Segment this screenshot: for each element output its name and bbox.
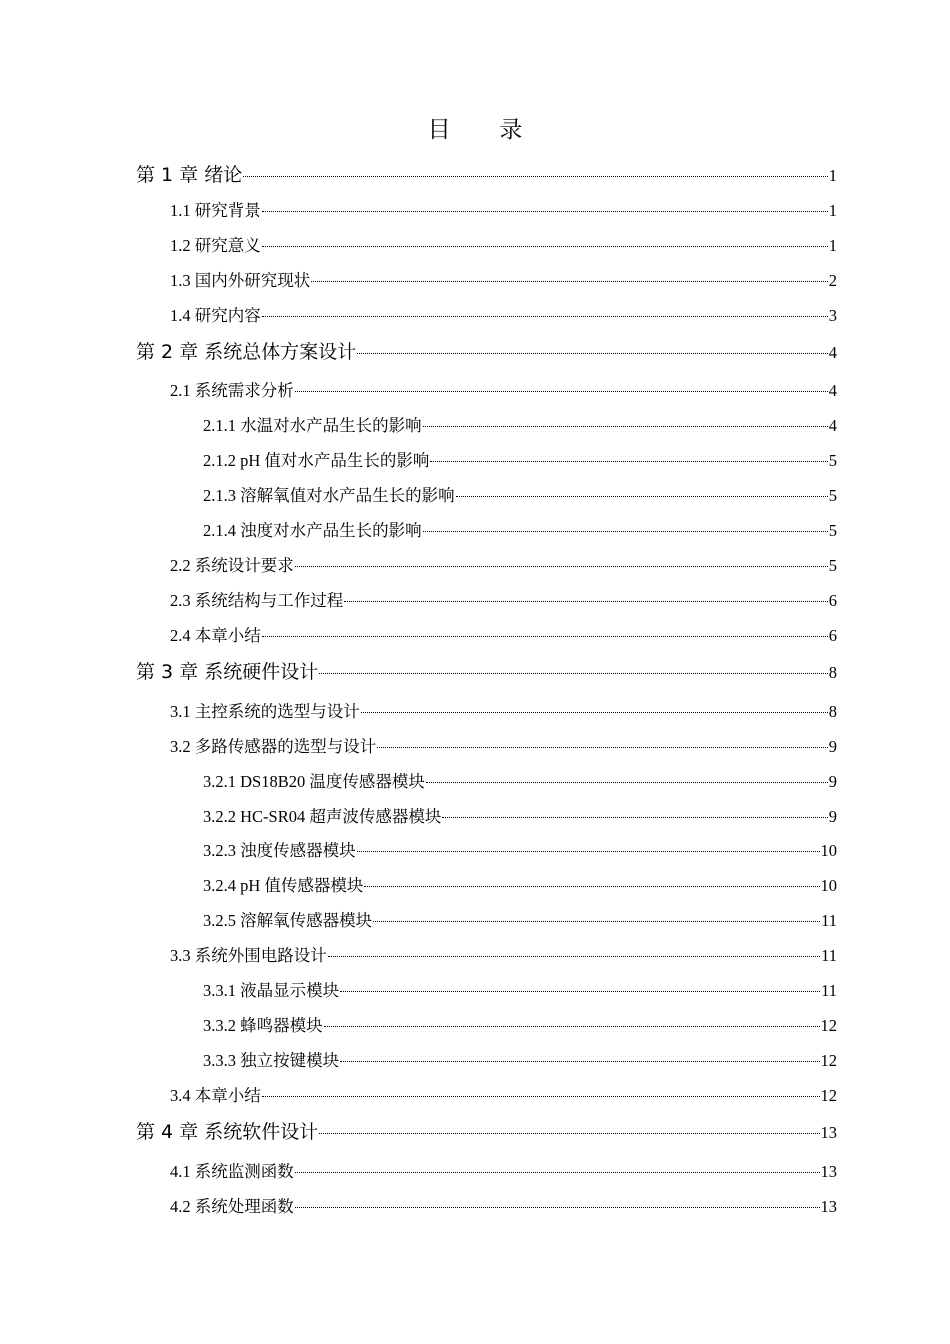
toc-dot-leader [262,1096,820,1097]
toc-section-entry[interactable] [203,769,837,795]
toc-section-entry[interactable] [203,978,837,1004]
toc-page-number: 9 [828,772,837,791]
toc-dot-leader [442,817,827,818]
toc-section-entry[interactable] [170,1159,837,1185]
toc-section-entry[interactable] [170,623,837,649]
toc-section-entry[interactable] [170,553,837,579]
toc-entry-label: 2.4 本章小结 [170,626,261,645]
toc-page-number: 12 [820,1051,837,1070]
toc-section-entry[interactable] [203,873,837,899]
toc-dot-leader [328,956,820,957]
toc-dot-leader [430,461,827,462]
toc-section-entry[interactable] [170,1083,837,1109]
toc-entry-label: 3.3.3 独立按键模块 [203,1051,340,1070]
toc-entry-label: 1.1 研究背景 [170,201,261,220]
toc-dot-leader [361,712,828,713]
toc-page-number: 11 [821,946,837,965]
toc-page-number: 11 [821,911,837,930]
toc-page-number: 5 [828,486,837,505]
toc-entry-label: 2.1.3 溶解氧值对水产品生长的影响 [203,486,455,505]
toc-entry-label: 3.3 系统外围电路设计 [170,946,327,965]
toc-page-number: 5 [828,451,837,470]
toc-chapter-entry[interactable] [136,160,837,191]
toc-dot-leader [243,176,828,177]
toc-dot-leader [357,851,820,852]
toc-entry-label: 第 3 章 系统硬件设计 [136,661,319,683]
toc-entry-label: 3.3.2 蜂鸣器模块 [203,1016,323,1035]
toc-page-number: 11 [821,981,837,1000]
toc-section-entry[interactable] [203,483,837,509]
toc-dot-leader [340,1061,819,1062]
toc-section-entry[interactable] [203,448,837,474]
toc-entry-label: 3.4 本章小结 [170,1086,261,1105]
toc-entry-label: 4.1 系统监测函数 [170,1162,294,1181]
toc-dot-leader [262,636,828,637]
toc-page-number: 5 [828,556,837,575]
toc-entry-label: 第 1 章 绪论 [136,164,243,186]
toc-section-entry[interactable] [203,1048,837,1074]
toc-dot-leader [295,1172,820,1173]
toc-section-entry[interactable] [170,233,837,259]
toc-entry-label: 第 2 章 系统总体方案设计 [136,341,357,363]
toc-dot-leader [262,211,828,212]
toc-entry-label: 第 4 章 系统软件设计 [136,1121,319,1143]
toc-title: 目 录 [427,117,544,143]
toc-dot-leader [344,601,828,602]
toc-page-number: 6 [828,626,837,645]
toc-section-entry[interactable] [170,734,837,760]
toc-page-number: 13 [820,1162,837,1181]
toc-entry-label: 3.3.1 液晶显示模块 [203,981,340,1000]
toc-dot-leader [357,353,828,354]
toc-entry-label: 2.1.4 浊度对水产品生长的影响 [203,521,422,540]
toc-dot-leader [262,316,828,317]
toc-section-entry[interactable] [170,378,837,404]
toc-dot-leader [324,1026,820,1027]
toc-section-entry[interactable] [170,699,837,725]
toc-page-number: 12 [820,1086,837,1105]
toc-page-number: 8 [828,702,837,721]
toc-page-number: 1 [828,236,837,255]
toc-dot-leader [319,673,828,674]
toc-dot-leader [340,991,820,992]
toc-entry-label: 2.1.2 pH 值对水产品生长的影响 [203,451,430,470]
toc-dot-leader [377,747,828,748]
toc-page-number: 4 [828,416,837,435]
toc-page-number: 1 [828,166,837,185]
toc-section-entry[interactable] [203,413,837,439]
toc-page-number: 1 [828,201,837,220]
toc-entry-label: 2.1 系统需求分析 [170,381,294,400]
toc-page-number: 13 [820,1197,837,1216]
toc-entry-label: 1.2 研究意义 [170,236,261,255]
toc-entry-label: 1.4 研究内容 [170,306,261,325]
toc-section-entry[interactable] [170,943,837,969]
toc-section-entry[interactable] [203,1013,837,1039]
toc-entry-label: 4.2 系统处理函数 [170,1197,294,1216]
toc-entry-label: 3.2.4 pH 值传感器模块 [203,876,364,895]
toc-page-number: 8 [828,663,837,682]
toc-chapter-entry[interactable] [136,657,837,688]
toc-dot-leader [311,281,828,282]
toc-page-number: 2 [828,271,837,290]
toc-entry-label: 1.3 国内外研究现状 [170,271,311,290]
toc-dot-leader [364,886,819,887]
toc-chapter-entry[interactable] [136,1117,837,1148]
toc-dot-leader [319,1133,819,1134]
toc-page-number: 3 [828,306,837,325]
toc-dot-leader [423,426,828,427]
toc-section-entry[interactable] [170,268,837,294]
toc-dot-leader [456,496,828,497]
toc-chapter-entry[interactable] [136,337,837,368]
toc-section-entry[interactable] [203,518,837,544]
toc-entry-label: 3.2.2 HC-SR04 超声波传感器模块 [203,807,442,826]
toc-dot-leader [373,921,820,922]
toc-section-entry[interactable] [170,303,837,329]
toc-page-number: 4 [828,343,837,362]
toc-dot-leader [295,566,828,567]
toc-dot-leader [295,391,828,392]
toc-section-entry[interactable] [170,588,837,614]
toc-entry-label: 3.2.3 浊度传感器模块 [203,841,356,860]
toc-entry-label: 3.1 主控系统的选型与设计 [170,702,360,721]
toc-page-number: 12 [820,1016,837,1035]
toc-dot-leader [262,246,828,247]
toc-entry-label: 2.1.1 水温对水产品生长的影响 [203,416,422,435]
toc-entry-label: 2.2 系统设计要求 [170,556,294,575]
toc-section-entry[interactable] [203,908,837,934]
toc-section-entry[interactable] [170,198,837,224]
toc-entry-label: 3.2.1 DS18B20 温度传感器模块 [203,772,425,791]
toc-page-number: 9 [828,737,837,756]
toc-page-number: 10 [820,841,837,860]
toc-entry-label: 3.2 多路传感器的选型与设计 [170,737,377,756]
toc-dot-leader [295,1207,820,1208]
toc-page-number: 10 [820,876,837,895]
toc-entry-label: 2.3 系统结构与工作过程 [170,591,344,610]
toc-section-entry[interactable] [170,1194,837,1220]
toc-page-number: 9 [828,807,837,826]
toc-page-number: 5 [828,521,837,540]
toc-page-number: 13 [820,1123,837,1142]
toc-page-number: 4 [828,381,837,400]
toc-dot-leader [426,782,828,783]
toc-dot-leader [423,531,828,532]
toc-section-entry[interactable] [203,838,837,864]
toc-page-number: 6 [828,591,837,610]
toc-entry-label: 3.2.5 溶解氧传感器模块 [203,911,373,930]
toc-section-entry[interactable] [203,804,837,830]
